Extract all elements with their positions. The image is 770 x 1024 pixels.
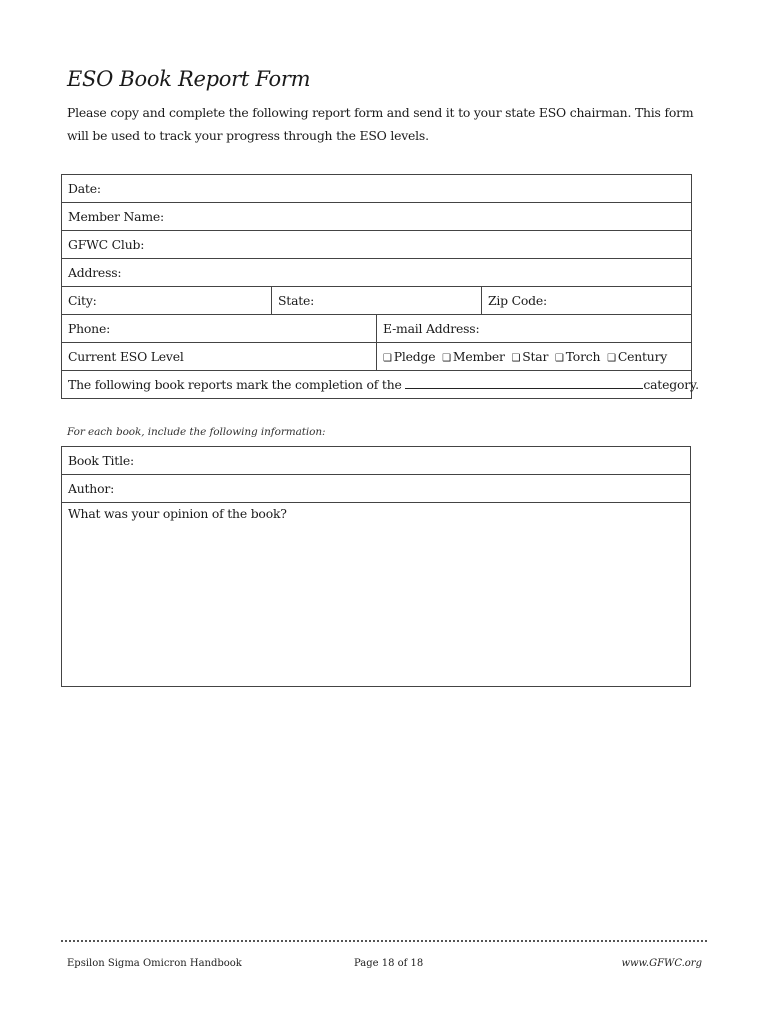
book-title-field[interactable] (62, 447, 691, 475)
opinion-field[interactable] (62, 503, 691, 687)
member-info-form (61, 174, 699, 399)
level-option-member[interactable]: ❑ Member (442, 349, 505, 364)
footer-website: www.GFWC.org (621, 958, 702, 969)
completion-cell (62, 371, 699, 399)
footer-divider (61, 940, 707, 942)
form-row-date (62, 175, 692, 203)
email-label: E-mail Address: (383, 321, 480, 336)
form-row-club (62, 231, 692, 259)
date-label: Date: (68, 181, 101, 196)
book-row-opinion (62, 503, 691, 687)
member-name-field[interactable] (62, 203, 692, 231)
club-field[interactable] (62, 231, 692, 259)
footer-page-number: Page 18 of 18 (354, 958, 424, 969)
state-label: State: (278, 293, 315, 308)
eso-level-cell (62, 343, 377, 371)
address-field[interactable] (62, 259, 692, 287)
form-row-city-state-zip (62, 287, 692, 315)
checkbox-icon[interactable]: ❑ (554, 353, 564, 364)
book-title-label: Book Title: (68, 453, 134, 468)
form-row-address (62, 259, 692, 287)
address-label: Address: (68, 265, 122, 280)
form-row-member-name (62, 203, 692, 231)
checkbox-icon[interactable]: ❑ (442, 353, 451, 364)
checkbox-icon[interactable]: ❑ (511, 353, 521, 364)
phone-label: Phone: (68, 321, 111, 336)
book-info-form (61, 446, 691, 687)
city-label: City: (68, 293, 97, 308)
form-row-eso-level (62, 343, 692, 371)
club-label: GFWC Club: (68, 237, 145, 252)
city-field[interactable] (62, 287, 272, 315)
instruction-note: For each book, include the following information: (67, 426, 326, 438)
intro-text: Please copy and complete the following report form and send it to your state ESO chairman. This form will be used to track your progress through the ESO levels. (67, 105, 694, 143)
state-field[interactable] (272, 287, 482, 315)
page-title: ESO Book Report Form (67, 67, 311, 91)
level-option-star[interactable]: ❑ Star (511, 349, 549, 364)
date-field[interactable] (62, 175, 692, 203)
category-blank[interactable] (405, 378, 643, 389)
opinion-label: What was your opinion of the book? (68, 506, 287, 521)
phone-field[interactable] (62, 315, 377, 343)
book-row-author (62, 475, 691, 503)
zip-field[interactable] (482, 287, 692, 315)
author-field[interactable] (62, 475, 691, 503)
completion-prefix: The following book reports mark the completion of the (68, 377, 402, 392)
zip-label: Zip Code: (488, 293, 548, 308)
footer-handbook-title: Epsilon Sigma Omicron Handbook (67, 958, 242, 969)
level-option-pledge[interactable]: ❑ Pledge (383, 349, 436, 364)
completion-suffix: category. (643, 377, 699, 392)
eso-level-label: Current ESO Level (68, 349, 184, 364)
level-option-torch[interactable]: ❑ Torch (554, 349, 601, 364)
form-row-phone-email (62, 315, 692, 343)
book-row-title (62, 447, 691, 475)
email-field[interactable] (377, 315, 692, 343)
eso-level-options (377, 343, 692, 371)
form-row-completion (62, 371, 692, 399)
checkbox-icon[interactable]: ❑ (607, 353, 616, 364)
checkbox-icon[interactable]: ❑ (383, 353, 392, 364)
member-name-label: Member Name: (68, 209, 164, 224)
author-label: Author: (68, 481, 115, 496)
level-option-century[interactable]: ❑ Century (607, 349, 668, 364)
